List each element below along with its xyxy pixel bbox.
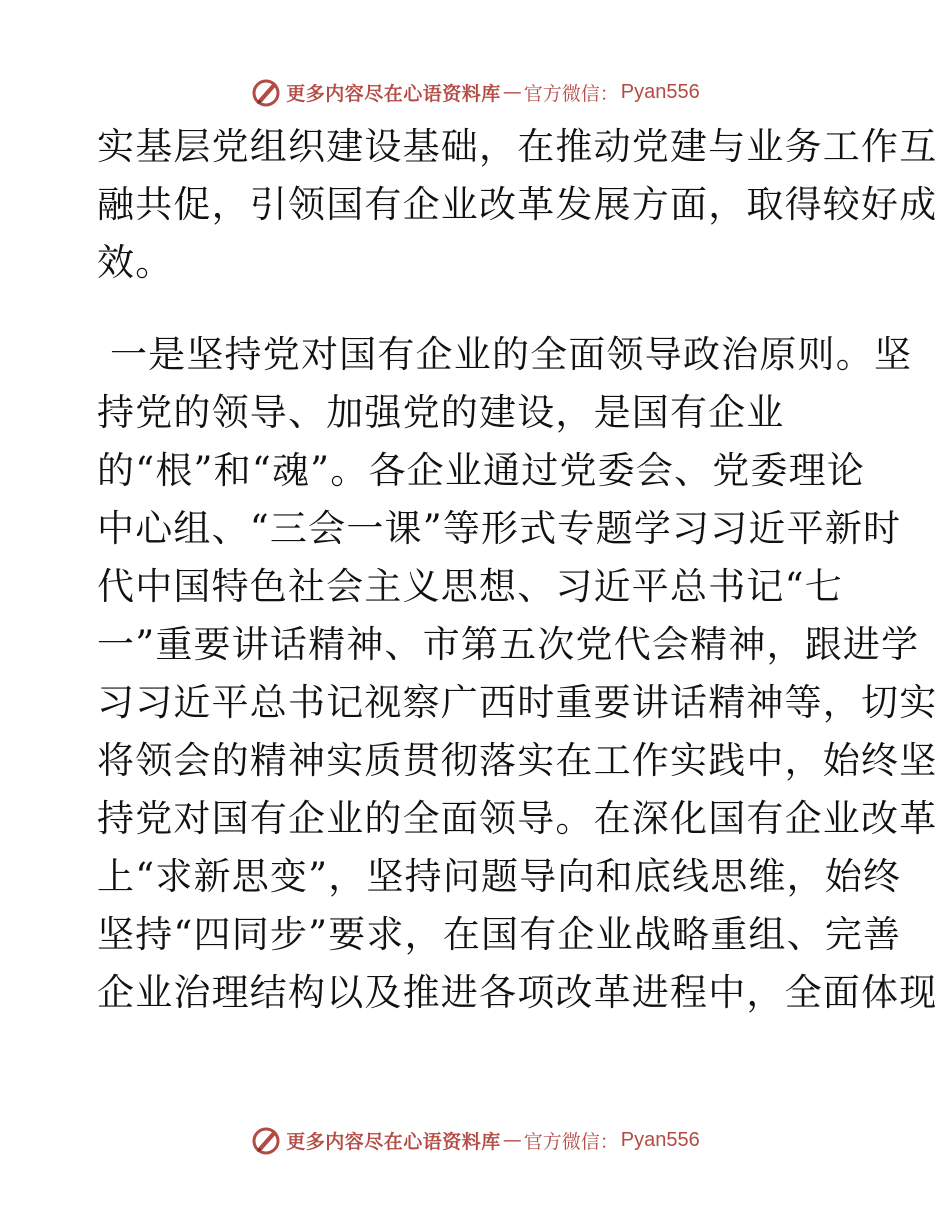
header-watermark [0,72,950,112]
watermark-main-text: 更多内容尽在心语资料库 [286,82,501,105]
text-line: 代中国特色社会主义思想、习近平总书记“七 [97,565,843,608]
text-line: 效。 [97,241,174,284]
paragraph-1 [97,118,938,292]
footer-watermark [0,1120,950,1160]
text-line: 中心组、“三会一课”等形式专题学习习近平新时 [97,507,902,550]
watermark-main-text: 更多内容尽在心语资料库 [286,1130,501,1153]
pen-logo-icon [250,76,282,108]
watermark-official-label: 官方微信： [523,82,619,105]
text-line: 一”重要讲话精神、市第五次党代会精神，跟进学 [97,623,920,666]
watermark-separator: — [502,1129,522,1151]
text-line: 坚持“四同步”要求，在国有企业战略重组、完善 [97,913,902,956]
text-line: 持党的领导、加强党的建设，是国有企业 [97,391,785,434]
document-body [97,118,938,1022]
paragraph-2 [97,326,938,1022]
text-line: 习习近平总书记视察广西时重要讲话精神等，切实 [97,681,938,724]
text-line: 将领会的精神实质贯彻落实在工作实践中，始终坚 [97,739,938,782]
watermark-wechat-id: Pyan556 [620,1128,700,1151]
watermark-wechat-id: Pyan556 [620,80,700,103]
text-line: 一是坚持党对国有企业的全面领导政治原则。坚 [97,333,913,376]
watermark-separator: — [502,81,522,103]
text-line: 融共促，引领国有企业改革发展方面，取得较好成 [97,183,938,226]
text-line: 持党对国有企业的全面领导。在深化国有企业改革 [97,797,938,840]
text-line: 实基层党组织建设基础，在推动党建与业务工作互 [97,125,938,168]
text-line: 企业治理结构以及推进各项改革进程中，全面体现 [97,971,938,1014]
watermark-official-label: 官方微信： [523,1130,619,1153]
text-line: 的“根”和“魂”。各企业通过党委会、党委理论 [97,449,866,492]
pen-logo-icon [250,1124,282,1156]
text-line: 上“求新思变”，坚持问题导向和底线思维，始终 [97,855,902,898]
